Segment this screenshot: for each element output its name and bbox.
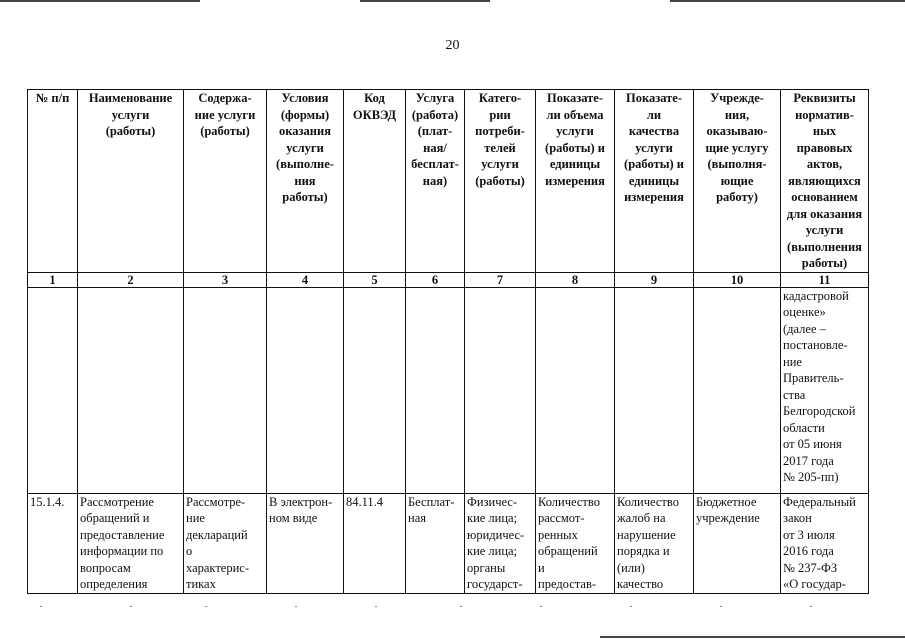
table-cell: 15.1.4. xyxy=(28,493,78,593)
header-cell: № п/п xyxy=(28,90,78,273)
column-number: 2 xyxy=(78,272,184,287)
header-cell: Услуга (работа) (плат- ная/ бесплат- ная) xyxy=(406,90,465,273)
column-number: 9 xyxy=(615,272,694,287)
column-number-row xyxy=(28,272,869,287)
header-cell: Условия (формы) оказания услуги (выполне- ния работы) xyxy=(267,90,344,273)
scan-edge-top-right xyxy=(670,0,905,2)
table-cell xyxy=(28,287,78,493)
header-cell: Код ОКВЭД xyxy=(344,90,406,273)
header-cell: Реквизиты норматив- ных правовых актов, являющихся основанием для оказания услуги (выполнения работы) xyxy=(781,90,869,273)
table-cell: Количество жалоб на нарушение порядка и (или) качество xyxy=(615,493,694,593)
table-cell: Физичес- кие лица; юридичес- кие лица; органы государст- xyxy=(465,493,536,593)
column-number: 8 xyxy=(536,272,615,287)
services-table xyxy=(27,89,869,594)
table-cell xyxy=(406,287,465,493)
column-number: 10 xyxy=(694,272,781,287)
table-cell xyxy=(615,287,694,493)
column-number: 7 xyxy=(465,272,536,287)
table-cell: Рассмотрение обращений и предоставление информации по вопросам определения xyxy=(78,493,184,593)
table-row xyxy=(28,493,869,593)
header-cell: Катего- рии потреби- телей услуги (работы) xyxy=(465,90,536,273)
table-cell xyxy=(465,287,536,493)
table-cell xyxy=(344,287,406,493)
column-number: 5 xyxy=(344,272,406,287)
table-cell: Федеральный закон от 3 июля 2016 года № 237-ФЗ «О государ- xyxy=(781,493,869,593)
scan-edge-top-left xyxy=(0,0,200,2)
column-number: 1 xyxy=(28,272,78,287)
header-cell: Наименование услуги (работы) xyxy=(78,90,184,273)
column-number: 3 xyxy=(184,272,267,287)
scan-edge-bottom xyxy=(600,636,905,638)
column-number: 6 xyxy=(406,272,465,287)
table-cell xyxy=(184,287,267,493)
header-cell: Показате- ли объема услуги (работы) и единицы измерения xyxy=(536,90,615,273)
table-cell: Бесплат- ная xyxy=(406,493,465,593)
scan-dots xyxy=(30,606,870,608)
header-cell: Учрежде- ния, оказываю- щие услугу (выполня- ющие работу) xyxy=(694,90,781,273)
table-cell xyxy=(78,287,184,493)
table-cell xyxy=(694,287,781,493)
column-number: 11 xyxy=(781,272,869,287)
table-cell xyxy=(536,287,615,493)
scan-edge-top-mid xyxy=(360,0,490,2)
header-cell: Содержа- ние услуги (работы) xyxy=(184,90,267,273)
table-cell: Бюджетное учреждение xyxy=(694,493,781,593)
header-row xyxy=(28,90,869,273)
table-cell: В электрон- ном виде xyxy=(267,493,344,593)
page-number: 20 xyxy=(445,38,460,53)
column-number: 4 xyxy=(267,272,344,287)
table-row-continued xyxy=(28,287,869,493)
table-cell: кадастровой оценке» (далее – постановле- ние Правитель- ства Белгородской области от 05 июня 2017 года № 205-пп) xyxy=(781,287,869,493)
table-cell xyxy=(267,287,344,493)
table-cell: Количество рассмот- ренных обращений и предостав- xyxy=(536,493,615,593)
table-cell: 84.11.4 xyxy=(344,493,406,593)
table-cell: Рассмотре- ние деклараций о характерис- тиках xyxy=(184,493,267,593)
header-cell: Показате- ли качества услуги (работы) и единицы измерения xyxy=(615,90,694,273)
